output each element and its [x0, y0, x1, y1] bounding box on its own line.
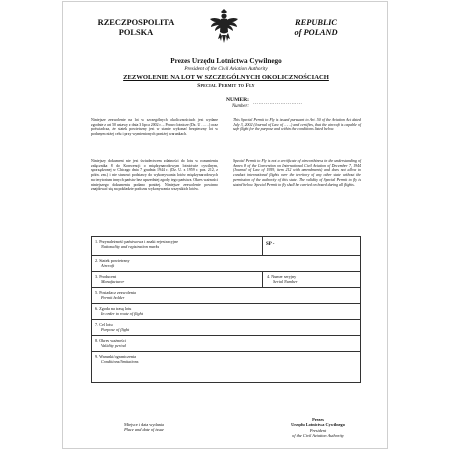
- place-date-label-en: Place and date of issue: [124, 427, 164, 433]
- president-title-en: President: [309, 427, 327, 433]
- conditions-label-pl: 9. Warunki/ograniczenia: [95, 353, 136, 359]
- purpose-label: [92, 320, 360, 335]
- header-left-line1: RZECZPOSPOLITA: [97, 18, 175, 27]
- aircraft-label: [92, 256, 360, 271]
- purpose-label-en: Purpose of flight: [101, 326, 130, 332]
- table-row-conditions: [92, 352, 360, 382]
- table-row-route: [92, 304, 360, 320]
- table-row-registration: [92, 237, 360, 256]
- table-row-purpose: [92, 320, 360, 336]
- authority-title-en: President of the Civil Aviation Authority: [184, 66, 268, 72]
- serial-number-label-pl: 4. Numer seryjny: [267, 273, 297, 279]
- permit-details-table: [91, 236, 361, 383]
- registration-label: [92, 237, 262, 255]
- paragraph-2-en: Special Permit to Fly is not a certificate of airworthiness in the understanding of Annex 8 of the Convention on International Civil Aviation of December 7, 1944 (Journal of Law of 1959, item 212 with amendments) and does not allow to conduct international flights over the territory of any other state without the permission of the authority of this state. The validity of Special Permit to fly is stated below. Special Permit to fly shall be carried on board during all flights.: [233, 159, 361, 187]
- permit-holder-label-pl: 5. Posiadacz zezwolenia: [95, 289, 136, 295]
- authority-title-pl: Prezes Urzędu Lotnictwa Cywilnego: [170, 57, 282, 65]
- route-label-en: In order to route of flight: [101, 310, 143, 316]
- president-title-pl: Prezes: [312, 417, 324, 422]
- serial-number-label-en: Serial Number: [273, 278, 298, 284]
- number-label-pl: NUMER:: [226, 97, 249, 103]
- number-label-en: Number:: [231, 104, 249, 109]
- table-row-permit-holder: [92, 288, 360, 304]
- president-signature-block: [263, 417, 373, 439]
- aircraft-label-en: Aircraft: [101, 262, 115, 268]
- purpose-label-pl: 7. Cel lotu: [95, 321, 113, 327]
- conditions-label: [92, 352, 360, 382]
- conditions-label-en: Conditions/limitations: [101, 358, 139, 364]
- manufacturer-label-pl: 3. Producent: [95, 273, 117, 279]
- header-right-line1: REPUBLIC: [295, 18, 337, 27]
- paragraph-2-pl: Niniejszy dokument nie jest świadectwem zdatności do lotu w rozumieniu załącznika 8 do Konwencji o międzynarodowym lotnictwie cywilnym, sporządzonej w Chicago dnia 7 grudnia 1944 r. (Dz. U. z 1959 r. poz. 212, z późn. zm.) i nie stanowi podstawy do wykonywania lotów międzynarodowych na terytorium innych państw bez uprzedniej zgody tego państwa. Okres ważności niniejszego dokumentu podano poniżej. Niniejsze zezwolenie powinno znajdować się na pokładzie podczas wykonywania wszystkich lotów.: [91, 159, 218, 192]
- registration-label-pl: 1. Przynależność państwowa i znaki rejestracyjne: [95, 238, 179, 244]
- number-value-field: ………………………: [253, 101, 303, 106]
- header-right: [261, 18, 371, 37]
- table-row-manufacturer-serial: [92, 272, 360, 288]
- manufacturer-label: [92, 272, 262, 287]
- permit-title-pl: ZEZWOLENIE NA LOT W SZCZEGÓLNYCH OKOLICZNOŚCIACH: [123, 74, 329, 81]
- registration-value: SP -: [266, 242, 275, 247]
- manufacturer-label-en: Manufacturer: [101, 278, 125, 284]
- serial-number-label: [264, 272, 360, 287]
- authority-name-en: of the Civil Aviation Authority: [292, 433, 344, 439]
- route-label: [92, 304, 360, 319]
- paragraph-1-pl: Niniejsze zezwolenie na lot w szczególnych okolicznościach jest wydane zgodnie z art 50 ustawy z dnia 3 lipca 2002 r. – Prawo lotnicze (Dz. U ……) oraz poświadcza, że statek powietrzny jest w stanie wykonać bezpieczny lot w podanym niżej celu i przy wymienionych poniżej warunkach.: [91, 118, 218, 137]
- permit-title-en: Special Permit to Fly: [197, 83, 255, 89]
- authority-name-pl: Urzędu Lotnictwa Cywilnego: [291, 422, 345, 428]
- header-left: [81, 18, 191, 37]
- paragraph-1-en: This Special Permit to Fly is issued pursuant to Art. 50 of the Aviation Act dated July 3, 2002 (Journal of Law of ……) and certifies, that the aircraft is capable of safe flight for the purpose and within the conditions listed below.: [233, 118, 361, 132]
- table-row-validity: [92, 336, 360, 352]
- permit-holder-label: [92, 288, 360, 303]
- route-label-pl: 6. Zgoda na trasę lotu: [95, 305, 132, 311]
- header-left-line2: POLSKA: [118, 27, 154, 37]
- polish-eagle-emblem-icon: [208, 8, 240, 46]
- validity-label-pl: 8. Okres ważności: [95, 337, 126, 343]
- registration-label-en: Nationality and registration marks: [101, 243, 160, 249]
- validity-label: [92, 336, 360, 351]
- permit-document: [62, 1, 388, 449]
- validity-label-en: Validity period: [101, 342, 126, 348]
- table-row-aircraft: [92, 256, 360, 272]
- header-right-line2: of POLAND: [294, 27, 338, 37]
- permit-holder-label-en: Permit holder: [101, 294, 125, 300]
- place-date-block: [89, 422, 199, 433]
- place-date-label-pl: Miejsce i data wydania: [124, 422, 164, 427]
- aircraft-label-pl: 2. Statek powietrzny: [95, 257, 130, 263]
